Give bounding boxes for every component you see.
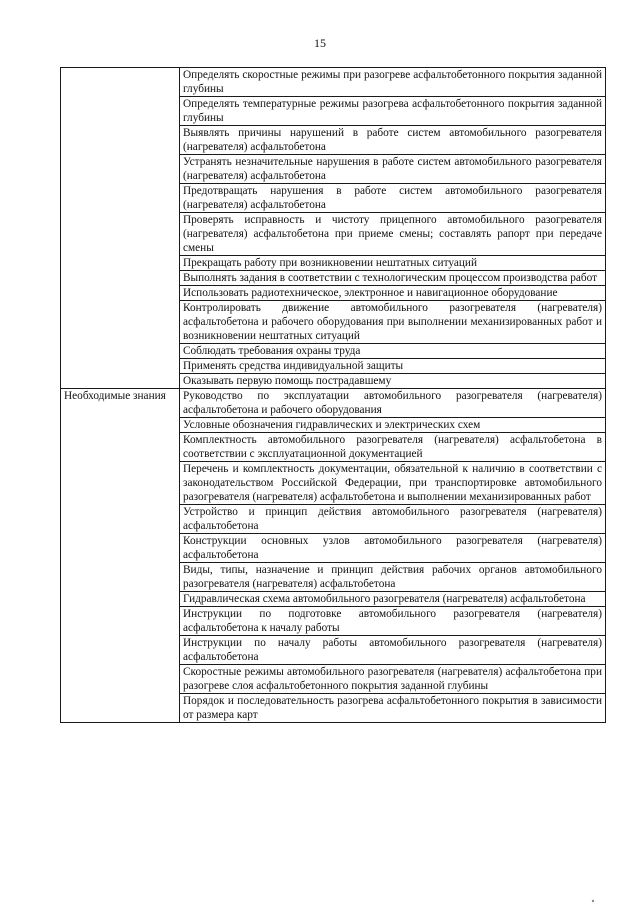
requirement-cell: Инструкции по подготовке автомобильного разогревателя (нагревателя) асфальтобетона к началу работы bbox=[180, 607, 606, 636]
requirement-cell: Определять скоростные режимы при разогреве асфальтобетонного покрытия заданной глубины bbox=[180, 68, 606, 97]
page-number: 15 bbox=[314, 36, 326, 50]
requirement-cell: Устройство и принцип действия автомобильного разогревателя (нагревателя) асфальтобетона bbox=[180, 505, 606, 534]
scan-dot-mark bbox=[589, 897, 597, 905]
requirement-cell: Условные обозначения гидравлических и электрических схем bbox=[180, 418, 606, 433]
requirement-cell: Перечень и комплектность документации, обязательной к наличию в соответствии с законодательством Российской Федерации, при транспортировке автомобильного разогревателя (нагревателя) асфальтобетона и выполнении механизированных работ bbox=[180, 462, 606, 505]
requirement-cell: Предотвращать нарушения в работе систем автомобильного разогревателя (нагревателя) асфальтобетона bbox=[180, 184, 606, 213]
requirement-cell: Порядок и последовательность разогрева асфальтобетонного покрытия в зависимости от размера карт bbox=[180, 694, 606, 723]
category-cell bbox=[61, 68, 180, 389]
requirement-cell: Контролировать движение автомобильного разогревателя (нагревателя) асфальтобетона и рабочего оборудования при выполнении механизированных работ и возникновении нештатных ситуаций bbox=[180, 301, 606, 344]
requirement-cell: Инструкции по началу работы автомобильного разогревателя (нагревателя) асфальтобетона bbox=[180, 636, 606, 665]
requirement-cell: Гидравлическая схема автомобильного разогревателя (нагревателя) асфальтобетона bbox=[180, 592, 606, 607]
requirement-cell: Прекращать работу при возникновении нештатных ситуаций bbox=[180, 256, 606, 271]
requirement-cell: Комплектность автомобильного разогревателя (нагревателя) асфальтобетона в соответствии с эксплуатационной документацией bbox=[180, 433, 606, 462]
requirement-cell: Применять средства индивидуальной защиты bbox=[180, 359, 606, 374]
requirement-cell: Скоростные режимы автомобильного разогревателя (нагревателя) асфальтобетона при разогреве слоя асфальтобетонного покрытия заданной глубины bbox=[180, 665, 606, 694]
requirement-cell: Использовать радиотехническое, электронное и навигационное оборудование bbox=[180, 286, 606, 301]
table-row bbox=[61, 68, 606, 97]
requirement-cell: Выявлять причины нарушений в работе систем автомобильного разогревателя (нагревателя) асфальтобетона bbox=[180, 126, 606, 155]
requirement-cell: Определять температурные режимы разогрева асфальтобетонного покрытия заданной глубины bbox=[180, 97, 606, 126]
requirement-cell: Проверять исправность и чистоту прицепного автомобильного разогревателя (нагревателя) асфальтобетона при приеме смены; составлять рапорт при передаче смены bbox=[180, 213, 606, 256]
table-body bbox=[61, 68, 606, 723]
requirement-cell: Руководство по эксплуатации автомобильного разогревателя (нагревателя) асфальтобетона и рабочего оборудования bbox=[180, 389, 606, 418]
requirement-cell: Устранять незначительные нарушения в работе систем автомобильного разогревателя (нагревателя) асфальтобетона bbox=[180, 155, 606, 184]
category-cell: Необходимые знания bbox=[61, 389, 180, 723]
requirement-cell: Выполнять задания в соответствии с технологическим процессом производства работ bbox=[180, 271, 606, 286]
requirement-cell: Конструкции основных узлов автомобильного разогревателя (нагревателя) асфальтобетона bbox=[180, 534, 606, 563]
competency-table bbox=[60, 67, 606, 723]
requirement-cell: Оказывать первую помощь пострадавшему bbox=[180, 374, 606, 389]
requirement-cell: Соблюдать требования охраны труда bbox=[180, 344, 606, 359]
requirement-cell: Виды, типы, назначение и принцип действия рабочих органов автомобильного разогревателя (нагревателя) асфальтобетона bbox=[180, 563, 606, 592]
table-row bbox=[61, 389, 606, 418]
